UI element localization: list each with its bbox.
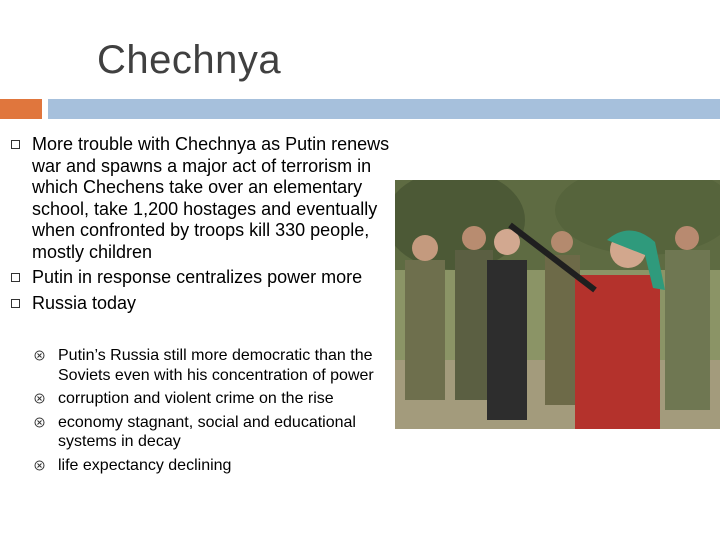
- square-outline-icon: [11, 273, 20, 282]
- bullet-text: Putin in response centralizes power more: [32, 267, 363, 287]
- sub-bullet-text: corruption and violent crime on the rise: [58, 390, 334, 407]
- sub-bullet-item: [33, 413, 398, 452]
- square-outline-icon: [11, 140, 20, 149]
- main-bullet-list: [10, 134, 395, 318]
- bullet-item: [10, 267, 395, 289]
- sub-bullet-item: [33, 389, 398, 409]
- bullet-text: Russia today: [32, 292, 137, 313]
- circle-x-icon: [34, 460, 45, 471]
- accent-bar-blue: [48, 99, 720, 119]
- sub-bullet-text: economy stagnant, social and educational systems in decay: [58, 413, 356, 450]
- accent-bar-orange: [0, 99, 42, 119]
- sub-bullet-list: [33, 346, 398, 479]
- soldiers-photo: [395, 180, 720, 429]
- bullet-item: [10, 134, 395, 263]
- circle-x-icon: [34, 350, 45, 361]
- slide-title: Chechnya: [97, 38, 282, 82]
- circle-x-icon: [34, 417, 45, 428]
- square-outline-icon: [11, 299, 20, 308]
- sub-bullet-text: Putin’s Russia still more democratic than the Soviets even with his concentration of power: [58, 347, 374, 384]
- sub-bullet-item: [33, 346, 398, 385]
- sub-bullet-item: [33, 456, 398, 476]
- bullet-text: More trouble with Chechnya as Putin renews war and spawns a major act of terrorism in which Chechens take over an elementary school, take 1,200 hostages and eventually when confronted by troops kill 330 people, mostly children: [32, 134, 390, 262]
- sub-bullet-text: life expectancy declining: [58, 456, 232, 474]
- bullet-item: [10, 293, 395, 315]
- circle-x-icon: [34, 393, 45, 404]
